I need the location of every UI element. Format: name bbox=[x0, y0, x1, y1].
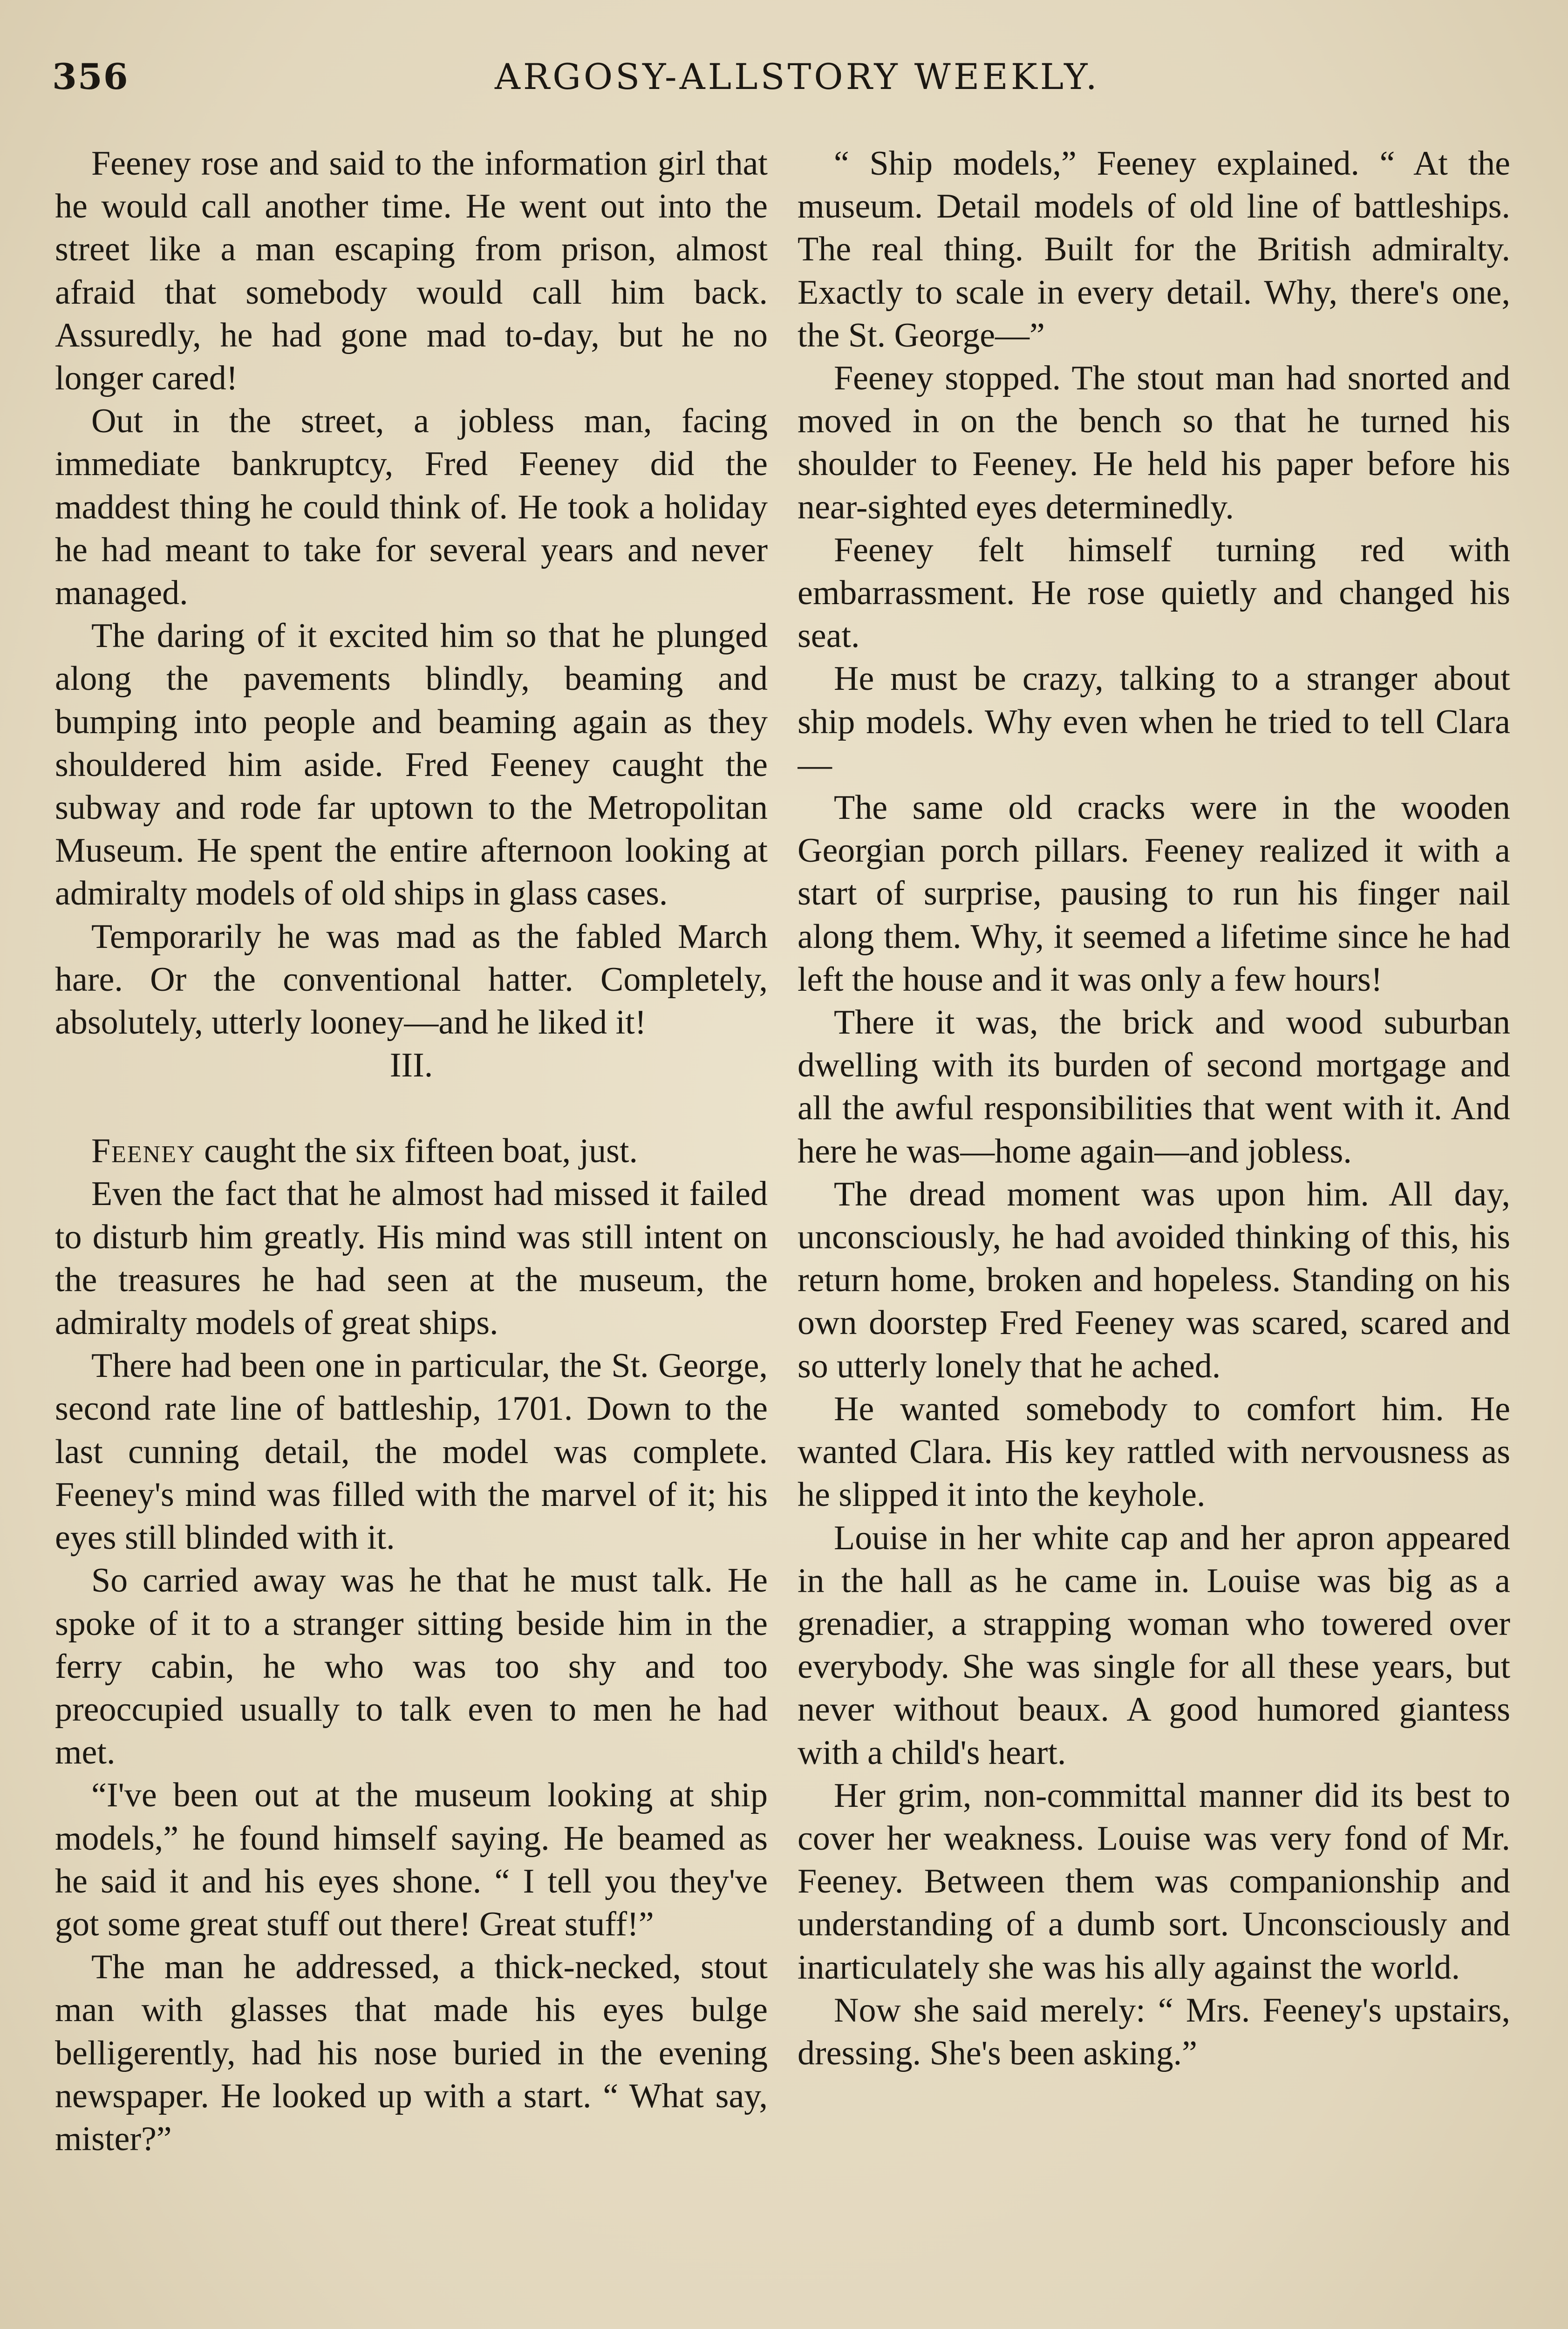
paragraph: “I've been out at the museum looking at ship models,” he found himself saying. He beamed as he said it and his eyes shone. “ I tell you they've got some great stuff out there! Great stuff!” bbox=[55, 1776, 768, 1943]
paragraph: Feeney rose and said to the information girl that he would call another time. He went out into the street like a man escaping from prison, almost afraid that somebody would call him back. Assuredly, he had gone mad to-day, but he no longer cared! bbox=[55, 144, 768, 398]
paragraph: There had been one in particular, the St. George, second rate line of battleship, 1701. Down to the last cunning detail, the model was complete. Feeney's mind was filled with the marvel of it; his eyes still blinded with it. bbox=[55, 1347, 768, 1557]
paragraph: Feeney stopped. The stout man had snorted and moved in on the bench so that he turned his shoulder to Feeney. He held his paper before his near-sighted eyes determinedly. bbox=[798, 359, 1510, 526]
right-column bbox=[798, 142, 1510, 2329]
left-column bbox=[55, 142, 768, 2329]
page-number: 356 bbox=[52, 56, 129, 97]
lead-in-smallcaps: Feeney bbox=[91, 1132, 196, 1171]
paragraph: The same old cracks were in the wooden Georgian porch pillars. Feeney realized it with a start of surprise, pausing to run his finger nail along them. Why, it seemed a lifetime since he had left the house and it was only a few hours! bbox=[798, 789, 1510, 999]
page-header bbox=[52, 56, 1520, 112]
paragraph: So carried away was he that he must talk. He spoke of it to a stranger sitting beside him in the ferry cabin, he who was too shy and too preoccupied usually to talk even to men he had met. bbox=[55, 1561, 768, 1772]
paragraph: Now she said merely: “ Mrs. Feeney's upstairs, dressing. She's been asking.” bbox=[798, 1991, 1510, 2072]
paragraph: The daring of it excited him so that he plunged along the pavements blindly, beaming and bumping into people and beaming again as they shouldered him aside. Fred Feeney caught the subway and rode far uptown to the Metropolitan Museum. He spent the entire afternoon looking at admiralty models of old ships in glass cases. bbox=[55, 617, 768, 913]
paragraph: Louise in her white cap and her apron appeared in the hall as he came in. Louise was big as a grenadier, a strapping woman who towered over everybody. She was single for all these years, but never without beaux. A good humored giantess with a child's heart. bbox=[798, 1519, 1510, 1772]
paragraph: He wanted somebody to comfort him. He wanted Clara. His key rattled with nervousness as he slipped it into the keyhole. bbox=[798, 1389, 1510, 1514]
lead-in-text: caught the six fifteen boat, just. bbox=[195, 1132, 638, 1171]
paragraph: Her grim, non-committal manner did its best to cover her weakness. Louise was very fond of Mr. Feeney. Between them was companionship and understanding of a dumb sort. Unconsciously and inarticulately she was his ally against the world. bbox=[798, 1776, 1510, 1987]
paragraph: The man he addressed, a thick-necked, stout man with glasses that made his eyes bulge belligerently, had his nose buried in the evening newspaper. He looked up with a start. “ What say, mister?” bbox=[55, 1948, 768, 2158]
paragraph: Temporarily he was mad as the fabled March hare. Or the conventional hatter. Completely, absolutely, utterly looney—and he liked it! bbox=[55, 917, 768, 1042]
paragraph bbox=[55, 1130, 768, 1172]
paragraph: There it was, the brick and wood suburban dwelling with its burden of second mortgage and all the awful responsibilities that went with it. And here he was—home again—and jobless. bbox=[798, 1003, 1510, 1171]
paragraph: The dread moment was upon him. All day, unconsciously, he had avoided thinking of this, his return home, broken and hopeless. Standing on his own doorstep Fred Feeney was scared, scared and so utterly lonely that he ached. bbox=[798, 1175, 1510, 1385]
section-heading: III. bbox=[389, 1046, 433, 1085]
paragraph: He must be crazy, talking to a stranger about ship models. Why even when he tried to tell Clara— bbox=[798, 660, 1510, 784]
running-head: ARGOSY-ALLSTORY WEEKLY. bbox=[495, 56, 1100, 97]
paragraph: Even the fact that he almost had missed it failed to disturb him greatly. His mind was still intent on the treasures he had seen at the museum, the admiralty models of great ships. bbox=[55, 1175, 768, 1342]
paragraph: Feeney felt himself turning red with embarrassment. He rose quietly and changed his seat. bbox=[798, 531, 1510, 655]
paragraph: “ Ship models,” Feeney explained. “ At the museum. Detail models of old line of battleships. The real thing. Built for the British admiralty. Exactly to scale in every detail. Why, there's one, the St. George—” bbox=[798, 144, 1510, 354]
paragraph: Out in the street, a jobless man, facing immediate bankruptcy, Fred Feeney did the maddest thing he could think of. He took a holiday he had meant to take for several years and never managed. bbox=[55, 402, 768, 613]
